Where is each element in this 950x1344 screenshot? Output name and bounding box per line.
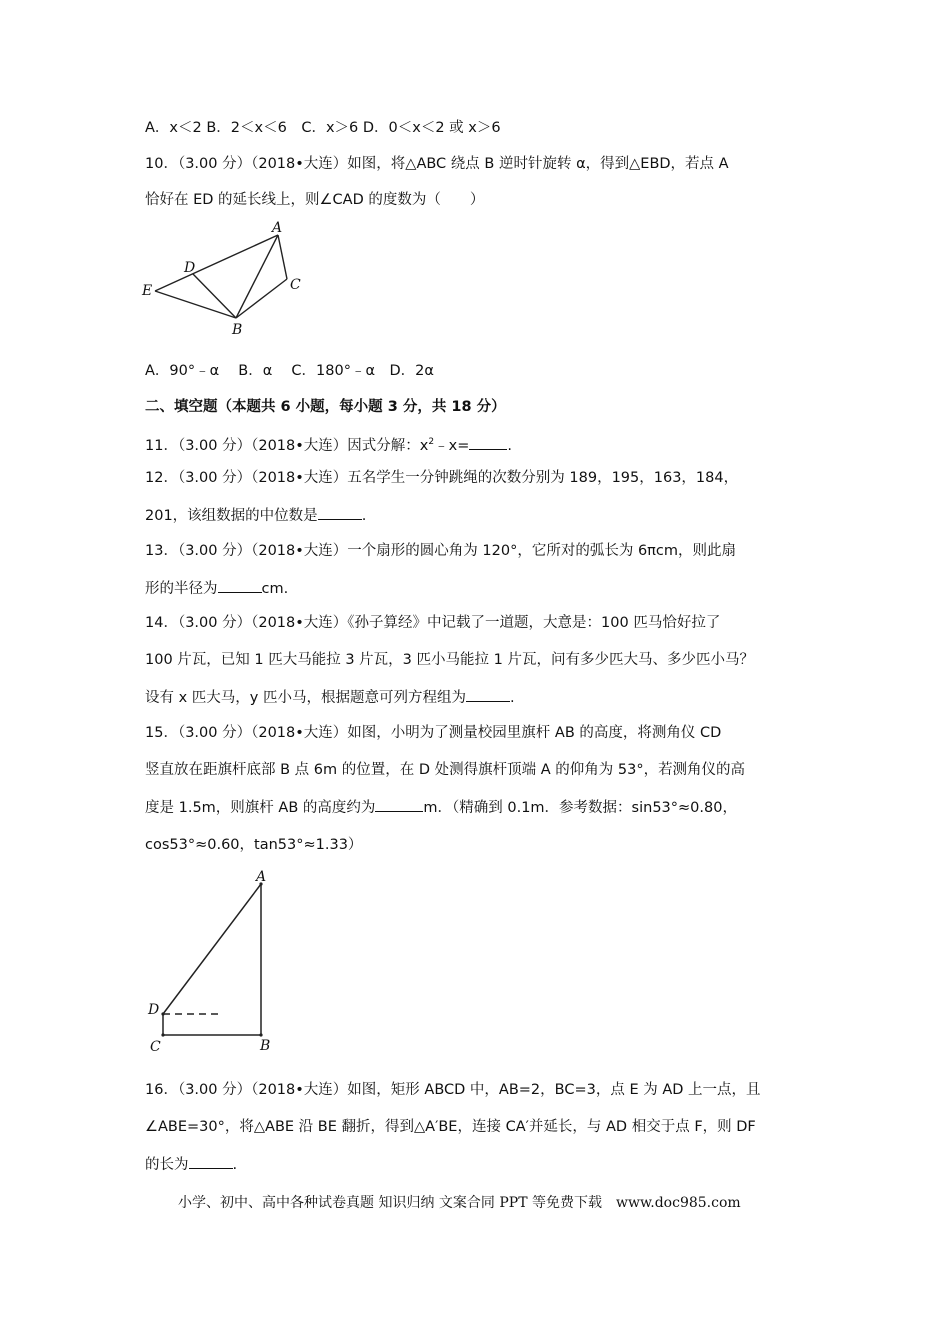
q13-text-b: cm.	[261, 581, 289, 597]
q12-line1: 12．（3.00 分）（2018•大连）五名学生一分钟跳绳的次数分别为 189，195，163，184，	[145, 470, 739, 486]
section2-title: 二、填空题（本题共 6 小题，每小题 3 分，共 18 分）	[145, 399, 506, 415]
q13-line1: 13．（3.00 分）（2018•大连）一个扇形的圆心角为 120°，它所对的弧长为 6πcm，则此扇	[145, 543, 736, 559]
q14-text-a: 设有 x 匹大马，y 匹小马，根据题意可列方程组为	[145, 690, 466, 706]
q10-options: A．90°﹣α B．α C．180°﹣α D．2α	[145, 363, 434, 379]
q15-text-b: m．（精确到 0.1m．参考数据：sin53°≈0.80，	[423, 800, 737, 816]
q11-answer-blank	[469, 435, 507, 450]
q10-line2: 恰好在 ED 的延长线上，则∠CAD 的度数为（ ）	[145, 192, 485, 208]
q15-label-b: B	[260, 1038, 271, 1054]
q13-answer-blank	[218, 578, 262, 593]
q15-text-a: 度是 1.5m，则旗杆 AB 的高度约为	[145, 800, 376, 816]
q15-line4: cos53°≈0.60，tan53°≈1.33）	[145, 837, 363, 853]
q16-line3	[145, 1154, 237, 1175]
q13-line2	[145, 578, 288, 599]
q16-answer-blank	[189, 1154, 233, 1169]
q12-answer-blank	[318, 505, 362, 520]
q11-text-a: 11．（3.00 分）（2018•大连）因式分解：x	[145, 437, 429, 454]
q10-label-e: E	[142, 283, 153, 299]
q13-text-a: 形的半径为	[145, 581, 218, 597]
q11-end: .	[507, 437, 512, 454]
q10-label-d: D	[184, 260, 196, 276]
q14-line1: 14．（3.00 分）（2018•大连）《孙子算经》中记载了一道题，大意是：100 匹马恰好拉了	[145, 615, 721, 631]
q15-flagpole-figure	[140, 866, 280, 1056]
q10-label-a: A	[272, 220, 283, 236]
q16-line2: ∠ABE=30°，将△ABE 沿 BE 翻折，得到△A′BE，连接 CA′并延长，与 AD 相交于点 F，则 DF	[145, 1119, 756, 1135]
q15-label-d: D	[148, 1002, 160, 1018]
q10-line1: 10．（3.00 分）（2018•大连）如图，将△ABC 绕点 B 逆时针旋转 α，得到△EBD，若点 A	[145, 156, 729, 172]
q15-label-a: A	[256, 869, 267, 885]
q9-options: A．x＜2 B．2＜x＜6 C．x＞6 D．0＜x＜2 或 x＞6	[145, 120, 501, 136]
q12-text-a: 201，该组数据的中位数是	[145, 508, 318, 524]
q16-end: .	[232, 1157, 238, 1173]
q10-rotation-figure	[138, 218, 308, 338]
q12-end: .	[361, 508, 367, 524]
q11	[145, 432, 512, 456]
q15-line1: 15．（3.00 分）（2018•大连）如图，小明为了测量校园里旗杆 AB 的高度，将测角仪 CD	[145, 725, 722, 741]
q14-end: .	[510, 690, 515, 706]
q10-label-c: C	[290, 277, 301, 293]
q11-text-b: ﹣x=	[434, 437, 470, 454]
q16-text-a: 的长为	[145, 1157, 189, 1173]
q14-line3	[145, 687, 515, 708]
q11-exponent: 2	[428, 437, 435, 447]
q12-line2	[145, 505, 366, 526]
q15-label-c: C	[150, 1039, 161, 1055]
q16-line1: 16．（3.00 分）（2018•大连）如图，矩形 ABCD 中，AB=2，BC=3，点 E 为 AD 上一点，且	[145, 1082, 761, 1098]
q14-line2: 100 片瓦，已知 1 匹大马能拉 3 片瓦，3 匹小马能拉 1 片瓦，问有多少匹大马、多少匹小马？	[145, 652, 754, 668]
page-footer: 小学、初中、高中各种试卷真题 知识归纳 文案合同 PPT 等免费下载 www.doc985.com	[178, 1195, 741, 1211]
q15-line2: 竖直放在距旗杆底部 B 点 6m 的位置，在 D 处测得旗杆顶端 A 的仰角为 53°，若测角仪的高	[145, 762, 746, 778]
q14-answer-blank	[466, 687, 510, 702]
q15-line3	[145, 797, 737, 818]
q15-answer-blank	[375, 797, 423, 812]
q10-label-b: B	[232, 322, 243, 338]
